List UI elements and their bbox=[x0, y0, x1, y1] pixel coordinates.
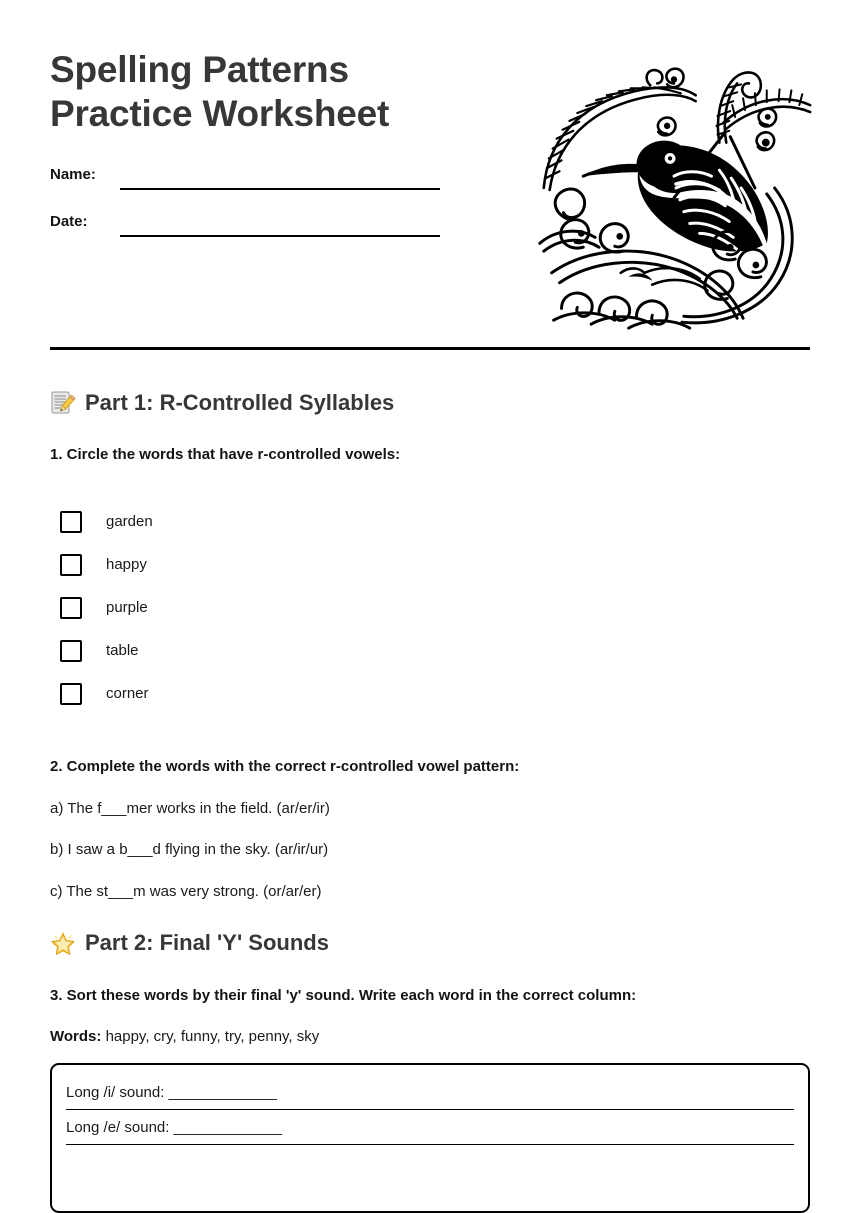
question-2-item-b[interactable]: b) I saw a b___d flying in the sky. (ar/ir/ur) bbox=[50, 841, 329, 858]
word-item-corner[interactable] bbox=[50, 672, 380, 715]
name-field-row bbox=[50, 160, 430, 207]
question-2-item-c[interactable]: c) The st___m was very strong. (or/ar/er) bbox=[50, 883, 322, 900]
part-2-heading-text: Part 2: Final 'Y' Sounds bbox=[85, 930, 329, 955]
sorting-answer-box bbox=[50, 1063, 810, 1213]
part-1-heading-text: Part 1: R-Controlled Syllables bbox=[85, 390, 395, 415]
date-field-row bbox=[50, 207, 430, 254]
name-input-line[interactable] bbox=[120, 188, 440, 190]
header-divider bbox=[50, 347, 810, 350]
page-title bbox=[50, 48, 480, 137]
question-1-prompt: 1. Circle the words that have r-controlled vowels: bbox=[50, 446, 401, 463]
checkbox-table[interactable] bbox=[60, 640, 82, 662]
question-2-item-a[interactable]: a) The f___mer works in the field. (ar/er/ir) bbox=[50, 800, 330, 817]
question-1-word-list bbox=[50, 500, 380, 715]
checkbox-garden[interactable] bbox=[60, 511, 82, 533]
words-label: Words: bbox=[50, 1028, 106, 1045]
checkbox-purple[interactable] bbox=[60, 597, 82, 619]
sort-row-long-i[interactable]: Long /i/ sound: _____________ bbox=[66, 1075, 794, 1110]
word-item-table[interactable] bbox=[50, 629, 380, 672]
worksheet-header bbox=[50, 0, 810, 290]
word-item-purple[interactable] bbox=[50, 586, 380, 629]
page-title-line-1: Spelling Patterns bbox=[50, 49, 349, 90]
question-3-words-line bbox=[50, 1028, 319, 1045]
word-label-purple: purple bbox=[106, 599, 148, 616]
sort-row-long-e[interactable]: Long /e/ sound: _____________ bbox=[66, 1110, 794, 1145]
student-info-fields bbox=[50, 160, 430, 254]
part-1-heading bbox=[50, 390, 394, 416]
name-label: Name: bbox=[50, 166, 96, 183]
part-2-heading bbox=[50, 930, 329, 956]
glowing-star-icon bbox=[50, 930, 76, 956]
words-value: happy, cry, funny, try, penny, sky bbox=[105, 1028, 320, 1045]
question-2-prompt: 2. Complete the words with the correct r-controlled vowel pattern: bbox=[50, 758, 520, 775]
checkbox-corner[interactable] bbox=[60, 683, 82, 705]
page-title-line-2: Practice Worksheet bbox=[50, 93, 390, 135]
word-label-garden: garden bbox=[106, 513, 153, 530]
memo-icon bbox=[50, 390, 76, 416]
word-label-table: table bbox=[106, 642, 139, 659]
checkbox-happy[interactable] bbox=[60, 554, 82, 576]
word-label-happy: happy bbox=[106, 556, 147, 573]
word-item-garden[interactable] bbox=[50, 500, 380, 543]
maori-kiwi-bird-illustration bbox=[526, 40, 822, 336]
date-input-line[interactable] bbox=[120, 235, 440, 237]
word-item-happy[interactable] bbox=[50, 543, 380, 586]
date-label: Date: bbox=[50, 213, 88, 230]
word-label-corner: corner bbox=[106, 685, 149, 702]
question-3-prompt: 3. Sort these words by their final 'y' sound. Write each word in the correct column: bbox=[50, 987, 637, 1004]
